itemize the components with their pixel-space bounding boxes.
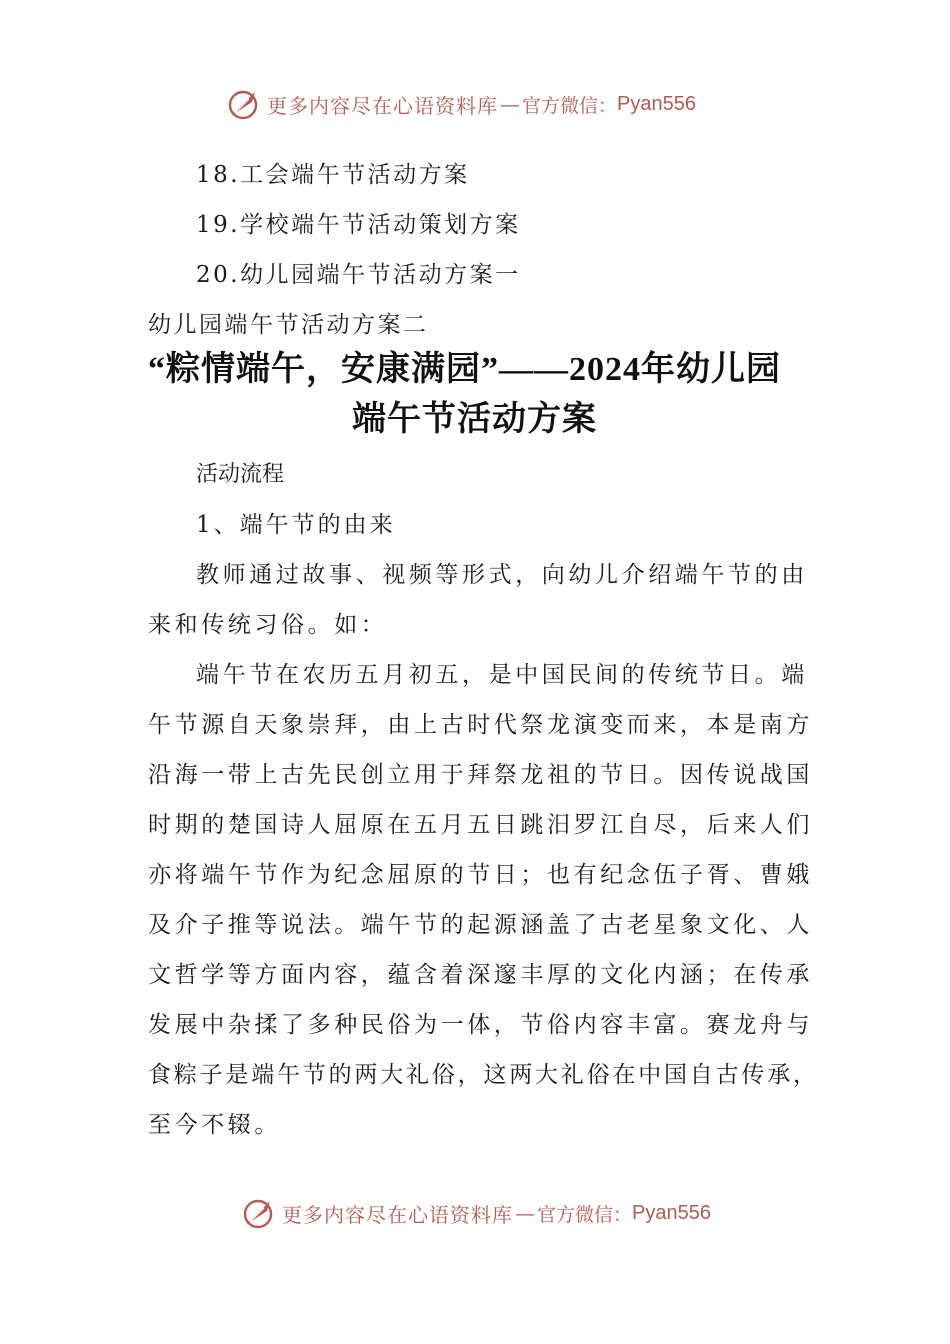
paragraph-line: 发展中杂揉了多种民俗为一体，节俗内容丰富。赛龙舟与 [148,1012,813,1038]
toc-item-18: 18.工会端午节活动方案 [196,162,470,188]
paragraph-line: 食粽子是端午节的两大礼俗，这两大礼俗在中国自古传承， [148,1062,819,1088]
document-title-line-2: 端午节活动方案 [352,401,597,438]
paragraph-line: 至今不辍。 [148,1112,281,1138]
paragraph-line: 沿海一带上古先民创立用于拜祭龙祖的节日。因传说战国 [148,762,813,788]
subheading: 1、端午节的由来 [196,512,396,538]
paragraph-line: 教师通过故事、视频等形式，向幼儿介绍端午节的由 [196,562,808,588]
watermark-banner-bottom [240,1193,711,1233]
paragraph-line: 亦将端午节作为纪念屈原的节日；也有纪念伍子胥、曹娥 [148,862,813,888]
watermark-text: 更多内容尽在心语资料库 [267,93,498,118]
wechat-label: 官方微信： [522,94,618,117]
quill-logo-icon [240,1195,276,1231]
watermark-text: 更多内容尽在心语资料库 [282,1202,513,1227]
section-heading: 活动流程 [196,462,285,487]
document-title-line-1: “粽情端午，安康满园”——2024年幼儿园 [148,351,781,388]
paragraph-line: 文哲学等方面内容，蕴含着深邃丰厚的文化内涵；在传承 [148,962,813,988]
wechat-label: 官方微信： [537,1203,633,1226]
paragraph-line: 来和传统习俗。如： [148,612,388,638]
toc-item-20: 20.幼儿园端午节活动方案一 [196,262,521,288]
toc-item-20b: 幼儿园端午节活动方案二 [148,312,429,338]
watermark-banner-top [225,84,696,124]
toc-item-19: 19.学校端午节活动策划方案 [196,212,521,238]
paragraph-line: 及介子推等说法。端午节的起源涵盖了古老星象文化、人 [148,912,813,938]
quill-logo-icon [225,86,261,122]
wechat-id: Pyan556 [632,1201,711,1224]
paragraph-line: 时期的楚国诗人屈原在五月五日跳汨罗江自尽，后来人们 [148,812,813,838]
wechat-id: Pyan556 [617,92,696,115]
watermark-dash: — [515,1201,535,1225]
watermark-dash: — [500,92,520,116]
paragraph-line: 端午节在农历五月初五，是中国民间的传统节日。端 [196,662,808,688]
paragraph-line: 午节源自天象崇拜，由上古时代祭龙演变而来，本是南方 [148,712,813,738]
